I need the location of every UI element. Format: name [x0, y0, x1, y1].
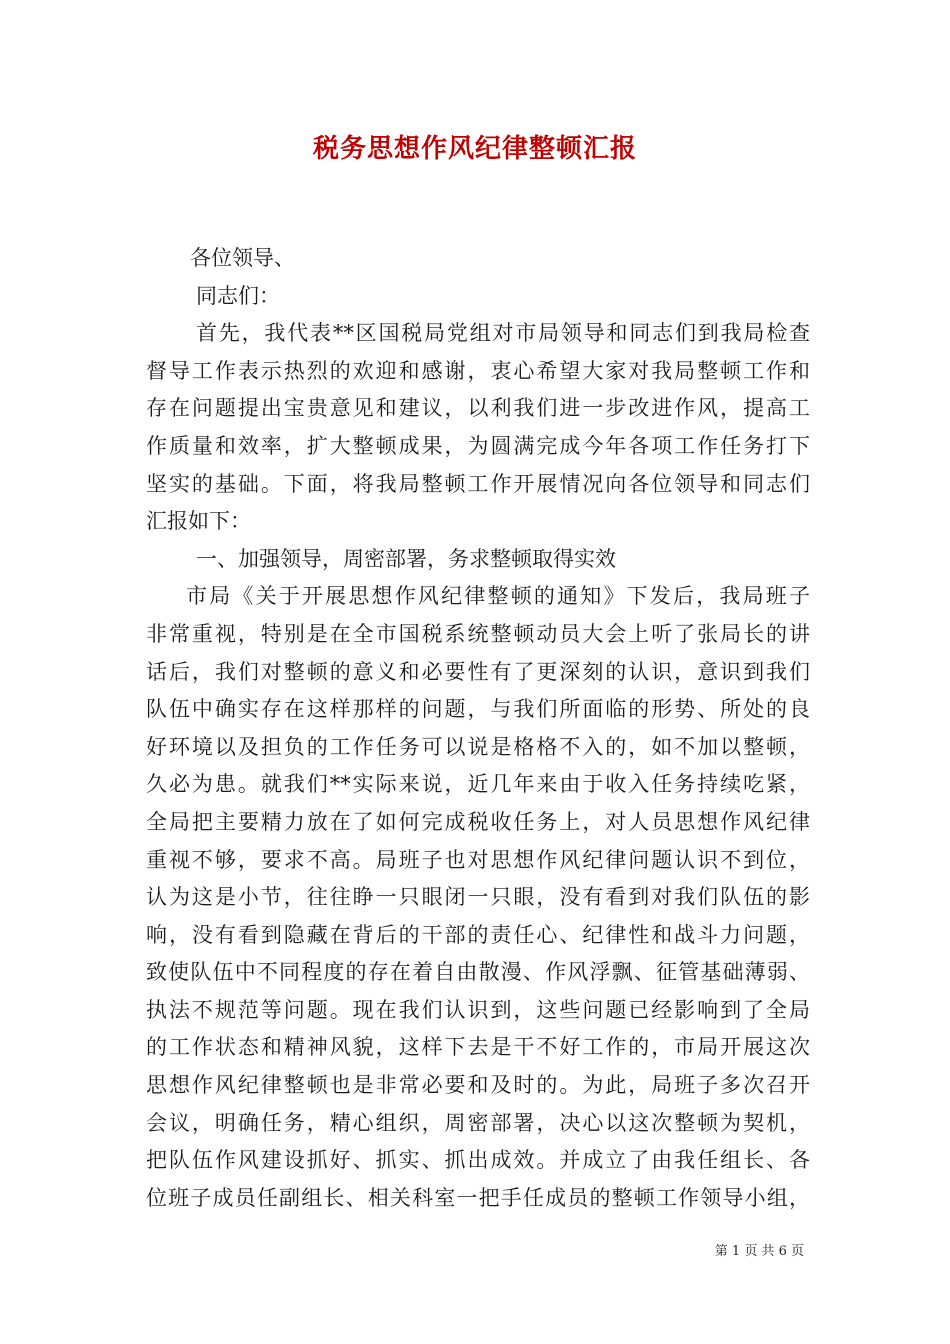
- paragraph-line: 话后，我们对整顿的意义和必要性有了更深刻的认识，意识到我们: [146, 659, 810, 684]
- paragraph-line: 认为这是小节，往往睁一只眼闭一只眼，没有看到对我们队伍的影: [146, 885, 810, 910]
- paragraph-line: 把队伍作风建设抓好、抓实、抓出成效。并成立了由我任组长、各: [146, 1148, 810, 1173]
- paragraph-line: 首先，我代表**区国税局党组对市局领导和同志们到我局检查: [196, 321, 810, 346]
- paragraph-line: 久必为患。就我们**实际来说，近几年来由于收入任务持续吃紧，: [146, 772, 810, 797]
- paragraph-line: 全局把主要精力放在了如何完成税收任务上，对人员思想作风纪律: [146, 809, 810, 834]
- paragraph-line: 汇报如下：: [146, 509, 251, 534]
- paragraph-line: 致使队伍中不同程度的存在着自由散漫、作风浮飘、征管基础薄弱、: [146, 960, 810, 985]
- salutation-line-1: 各位领导、: [190, 246, 295, 270]
- paragraph-line: 重视不够，要求不高。局班子也对思想作风纪律问题认识不到位，: [146, 847, 810, 872]
- paragraph-line: 思想作风纪律整顿也是非常必要和及时的。为此，局班子多次召开: [146, 1073, 810, 1098]
- paragraph-line: 的工作状态和精神风貌，这样下去是干不好工作的，市局开展这次: [146, 1035, 810, 1060]
- paragraph-line: 队伍中确实存在这样那样的问题，与我们所面临的形势、所处的良: [146, 697, 810, 722]
- page-number: 第 1 页 共 6 页: [714, 1244, 804, 1259]
- paragraph-line: 坚实的基础。下面，将我局整顿工作开展情况向各位领导和同志们: [146, 471, 810, 496]
- paragraph-line: 非常重视，特别是在全市国税系统整顿动员大会上听了张局长的讲: [146, 621, 810, 646]
- document-title: 税务思想作风纪律整顿汇报: [312, 134, 637, 164]
- paragraph-line: 响，没有看到隐藏在背后的干部的责任心、纪律性和战斗力问题，: [146, 922, 810, 947]
- section-heading: 一、加强领导，周密部署，务求整顿取得实效: [196, 546, 616, 571]
- paragraph-line: 存在问题提出宝贵意见和建议，以利我们进一步改进作风，提高工: [146, 396, 810, 421]
- paragraph-line: 执法不规范等问题。现在我们认识到，这些问题已经影响到了全局: [146, 997, 810, 1022]
- document-body: [146, 240, 810, 1217]
- paragraph-line: 作质量和效率，扩大整顿成果，为圆满完成今年各项工作任务打下: [146, 433, 810, 458]
- paragraph-line: 位班子成员任副组长、相关科室一把手任成员的整顿工作领导小组，: [146, 1185, 810, 1210]
- paragraph-line: 督导工作表示热烈的欢迎和感谢，衷心希望大家对我局整顿工作和: [146, 358, 810, 383]
- salutation-line-2: 同志们：: [196, 283, 280, 308]
- paragraph-line: 市局《关于开展思想作风纪律整顿的通知》下发后，我局班子: [186, 584, 810, 609]
- paragraph-line: 会议，明确任务，精心组织，周密部署，决心以这次整顿为契机，: [146, 1110, 810, 1135]
- paragraph-line: 好环境以及担负的工作任务可以说是格格不入的，如不加以整顿，: [146, 734, 810, 759]
